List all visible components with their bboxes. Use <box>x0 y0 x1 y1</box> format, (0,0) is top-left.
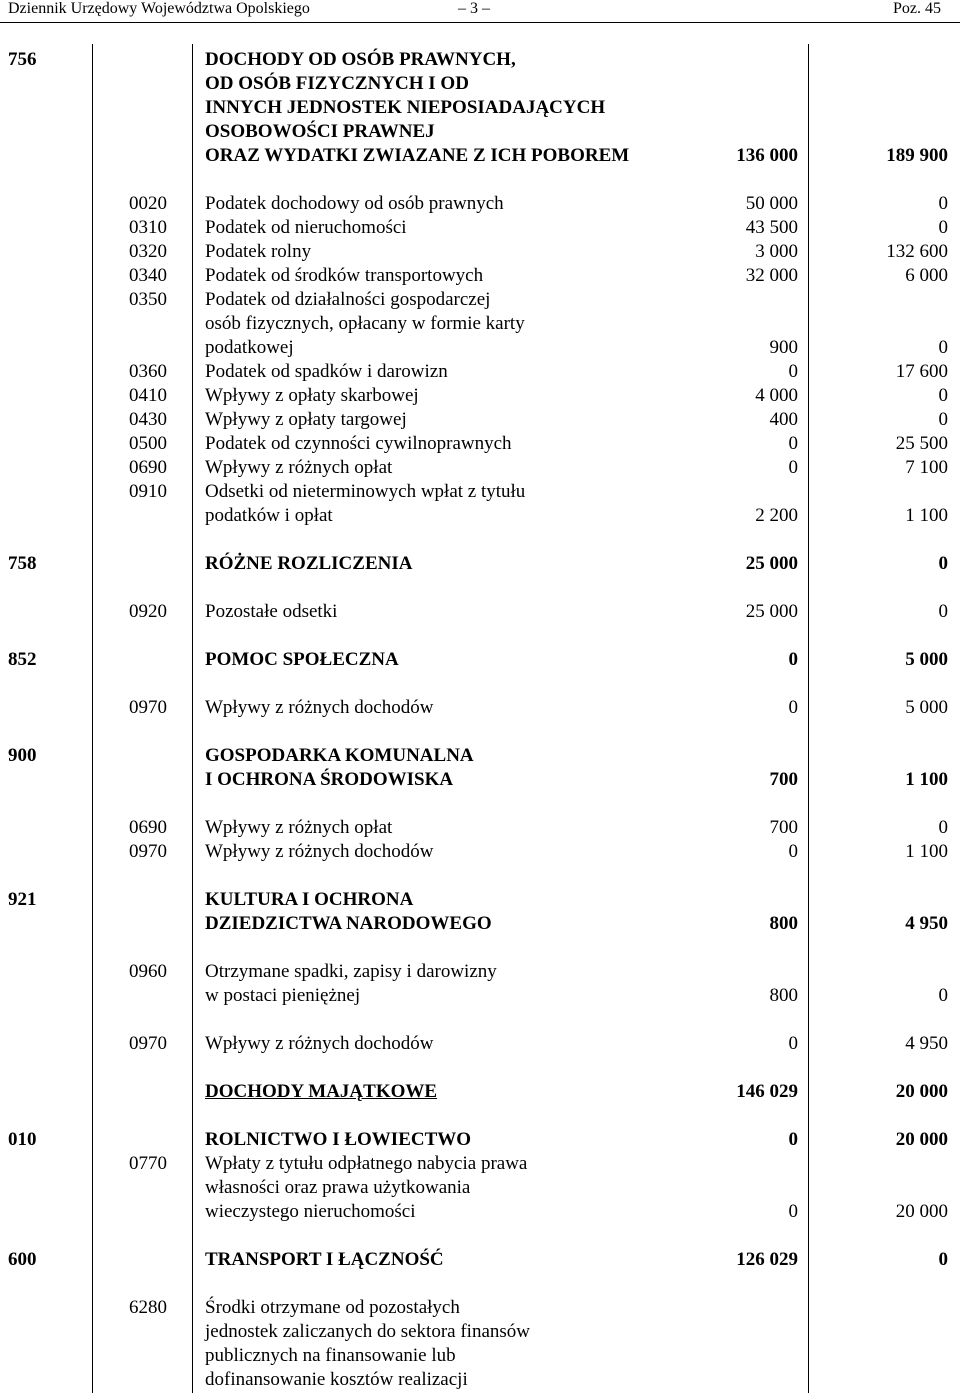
journal-title: Dziennik Urzędowy Województwa Opolskiego <box>8 0 310 17</box>
description-line: własności oraz prawa użytkowania <box>205 1177 471 1198</box>
change-value: 7 100 <box>905 457 948 478</box>
description <box>205 1296 705 1392</box>
change-value: 6 000 <box>905 265 948 286</box>
description <box>205 648 705 672</box>
change-value: 189 900 <box>886 145 948 166</box>
description-line: podatków i opłat <box>205 505 333 526</box>
description-line: POMOC SPOŁECZNA <box>205 649 399 670</box>
plan-value: 800 <box>769 913 798 934</box>
change-value: 132 600 <box>886 241 948 262</box>
description <box>205 1080 705 1104</box>
change-value: 0 <box>938 1249 948 1270</box>
plan-value: 136 000 <box>736 145 798 166</box>
description <box>205 1248 705 1272</box>
description <box>205 240 705 264</box>
change-value: 0 <box>938 337 948 358</box>
description-line: DOCHODY MAJĄTKOWE <box>205 1081 438 1102</box>
paragraf-code: 0970 <box>129 841 167 862</box>
change-value: 4 950 <box>905 913 948 934</box>
description-line: Podatek od środków transportowych <box>205 265 484 286</box>
description-line: GOSPODARKA KOMUNALNA <box>205 745 474 766</box>
dzial-code: 900 <box>8 745 37 766</box>
description-line: TRANSPORT I ŁĄCZNOŚĆ <box>205 1249 444 1270</box>
description <box>205 384 705 408</box>
change-value: 0 <box>938 817 948 838</box>
dzial-code: 758 <box>8 553 37 574</box>
description-line: ORAZ WYDATKI ZWIAZANE Z ICH POBOREM <box>205 145 630 166</box>
change-value: 0 <box>938 601 948 622</box>
description <box>205 456 705 480</box>
description-line: dofinansowanie kosztów realizacji <box>205 1369 468 1390</box>
description-line: Wpływy z różnych opłat <box>205 817 393 838</box>
dzial-code: 756 <box>8 49 37 70</box>
description <box>205 552 705 576</box>
paragraf-code: 6280 <box>129 1297 167 1318</box>
description-line: osób fizycznych, opłacany w formie karty <box>205 313 525 334</box>
column-divider-dzial <box>92 44 93 1393</box>
description <box>205 744 705 792</box>
paragraf-code: 0340 <box>129 265 167 286</box>
description <box>205 360 705 384</box>
change-value: 0 <box>938 409 948 430</box>
description-line: Podatek dochodowy od osób prawnych <box>205 193 504 214</box>
change-value: 1 100 <box>905 841 948 862</box>
paragraf-code: 0500 <box>129 433 167 454</box>
page-number: – 3 – <box>458 0 490 17</box>
description <box>205 816 705 840</box>
paragraf-code: 0970 <box>129 1033 167 1054</box>
plan-value: 0 <box>788 841 798 862</box>
description <box>205 48 705 168</box>
paragraf-code: 0770 <box>129 1153 167 1174</box>
plan-value: 400 <box>769 409 798 430</box>
description <box>205 192 705 216</box>
column-divider-paragraf <box>192 44 193 1393</box>
description-line: OSOBOWOŚCI PRAWNEJ <box>205 121 435 142</box>
plan-value: 0 <box>788 433 798 454</box>
plan-value: 4 000 <box>755 385 798 406</box>
description-line: DOCHODY OD OSÓB PRAWNYCH, <box>205 49 516 70</box>
description <box>205 960 705 1008</box>
description-line: Wpływy z opłaty targowej <box>205 409 407 430</box>
description <box>205 288 705 360</box>
plan-value: 25 000 <box>745 601 798 622</box>
paragraf-code: 0690 <box>129 817 167 838</box>
dzial-code: 600 <box>8 1249 37 1270</box>
plan-value: 126 029 <box>736 1249 798 1270</box>
description-line: Środki otrzymane od pozostałych <box>205 1297 460 1318</box>
description-line: Wpłaty z tytułu odpłatnego nabycia prawa <box>205 1153 528 1174</box>
plan-value: 0 <box>788 1033 798 1054</box>
description-line: I OCHRONA ŚRODOWISKA <box>205 769 454 790</box>
change-value: 1 100 <box>905 505 948 526</box>
plan-value: 2 200 <box>755 505 798 526</box>
change-value: 5 000 <box>905 649 948 670</box>
position-number: Poz. 45 <box>893 0 941 17</box>
description <box>205 480 705 528</box>
description-line: w postaci pieniężnej <box>205 985 361 1006</box>
plan-value: 700 <box>769 817 798 838</box>
plan-value: 700 <box>769 769 798 790</box>
change-value: 1 100 <box>905 769 948 790</box>
paragraf-code: 0020 <box>129 193 167 214</box>
description-line: Wpływy z opłaty skarbowej <box>205 385 419 406</box>
plan-value: 43 500 <box>745 217 798 238</box>
plan-value: 25 000 <box>745 553 798 574</box>
description-line: publicznych na finansowanie lub <box>205 1345 456 1366</box>
description-line: Podatek od spadków i darowizn <box>205 361 448 382</box>
description-line: Podatek od nieruchomości <box>205 217 407 238</box>
paragraf-code: 0350 <box>129 289 167 310</box>
page-header <box>0 0 960 22</box>
plan-value: 0 <box>788 649 798 670</box>
plan-value: 900 <box>769 337 798 358</box>
description <box>205 696 705 720</box>
description <box>205 600 705 624</box>
change-value: 20 000 <box>895 1129 948 1150</box>
plan-value: 0 <box>788 361 798 382</box>
plan-value: 0 <box>788 1129 798 1150</box>
change-value: 20 000 <box>895 1081 948 1102</box>
plan-value: 146 029 <box>736 1081 798 1102</box>
plan-value: 32 000 <box>745 265 798 286</box>
description-line: Odsetki od nieterminowych wpłat z tytułu <box>205 481 526 502</box>
description <box>205 1128 705 1152</box>
description-line: Podatek od działalności gospodarczej <box>205 289 491 310</box>
description-line: Podatek od czynności cywilnoprawnych <box>205 433 512 454</box>
description-line: INNYCH JEDNOSTEK NIEPOSIADAJĄCYCH <box>205 97 606 118</box>
plan-value: 800 <box>769 985 798 1006</box>
description <box>205 1152 705 1224</box>
paragraf-code: 0360 <box>129 361 167 382</box>
dzial-code: 921 <box>8 889 37 910</box>
description-line: Wpływy z różnych dochodów <box>205 1033 434 1054</box>
header-rule <box>0 22 960 23</box>
description-line: Pozostałe odsetki <box>205 601 338 622</box>
description <box>205 888 705 936</box>
description <box>205 216 705 240</box>
change-value: 4 950 <box>905 1033 948 1054</box>
paragraf-code: 0310 <box>129 217 167 238</box>
change-value: 0 <box>938 385 948 406</box>
description-line: Wpływy z różnych opłat <box>205 457 393 478</box>
dzial-code: 852 <box>8 649 37 670</box>
paragraf-code: 0920 <box>129 601 167 622</box>
description <box>205 264 705 288</box>
change-value: 0 <box>938 217 948 238</box>
description-line: Wpływy z różnych dochodów <box>205 841 434 862</box>
change-value: 20 000 <box>895 1201 948 1222</box>
paragraf-code: 0910 <box>129 481 167 502</box>
change-value: 25 500 <box>895 433 948 454</box>
change-value: 17 600 <box>895 361 948 382</box>
description-line: Otrzymane spadki, zapisy i darowizny <box>205 961 497 982</box>
change-value: 5 000 <box>905 697 948 718</box>
description-line: wieczystego nieruchomości <box>205 1201 416 1222</box>
description-line: Wpływy z różnych dochodów <box>205 697 434 718</box>
description <box>205 840 705 864</box>
paragraf-code: 0320 <box>129 241 167 262</box>
plan-value: 0 <box>788 457 798 478</box>
description-line: jednostek zaliczanych do sektora finansów <box>205 1321 530 1342</box>
description <box>205 408 705 432</box>
plan-value: 50 000 <box>745 193 798 214</box>
change-value: 0 <box>938 193 948 214</box>
description <box>205 432 705 456</box>
description-line: RÓŻNE ROZLICZENIA <box>205 553 413 574</box>
description-line: DZIEDZICTWA NARODOWEGO <box>205 913 492 934</box>
plan-value: 0 <box>788 697 798 718</box>
plan-value: 0 <box>788 1201 798 1222</box>
paragraf-code: 0410 <box>129 385 167 406</box>
paragraf-code: 0430 <box>129 409 167 430</box>
description-line: podatkowej <box>205 337 294 358</box>
paragraf-code: 0960 <box>129 961 167 982</box>
change-value: 0 <box>938 553 948 574</box>
dzial-code: 010 <box>8 1129 37 1150</box>
description-line: Podatek rolny <box>205 241 312 262</box>
description-line: KULTURA I OCHRONA <box>205 889 414 910</box>
paragraf-code: 0690 <box>129 457 167 478</box>
description-line: OD OSÓB FIZYCZNYCH I OD <box>205 73 469 94</box>
change-value: 0 <box>938 985 948 1006</box>
description-line: ROLNICTWO I ŁOWIECTWO <box>205 1129 472 1150</box>
plan-value: 3 000 <box>755 241 798 262</box>
description <box>205 1032 705 1056</box>
paragraf-code: 0970 <box>129 697 167 718</box>
